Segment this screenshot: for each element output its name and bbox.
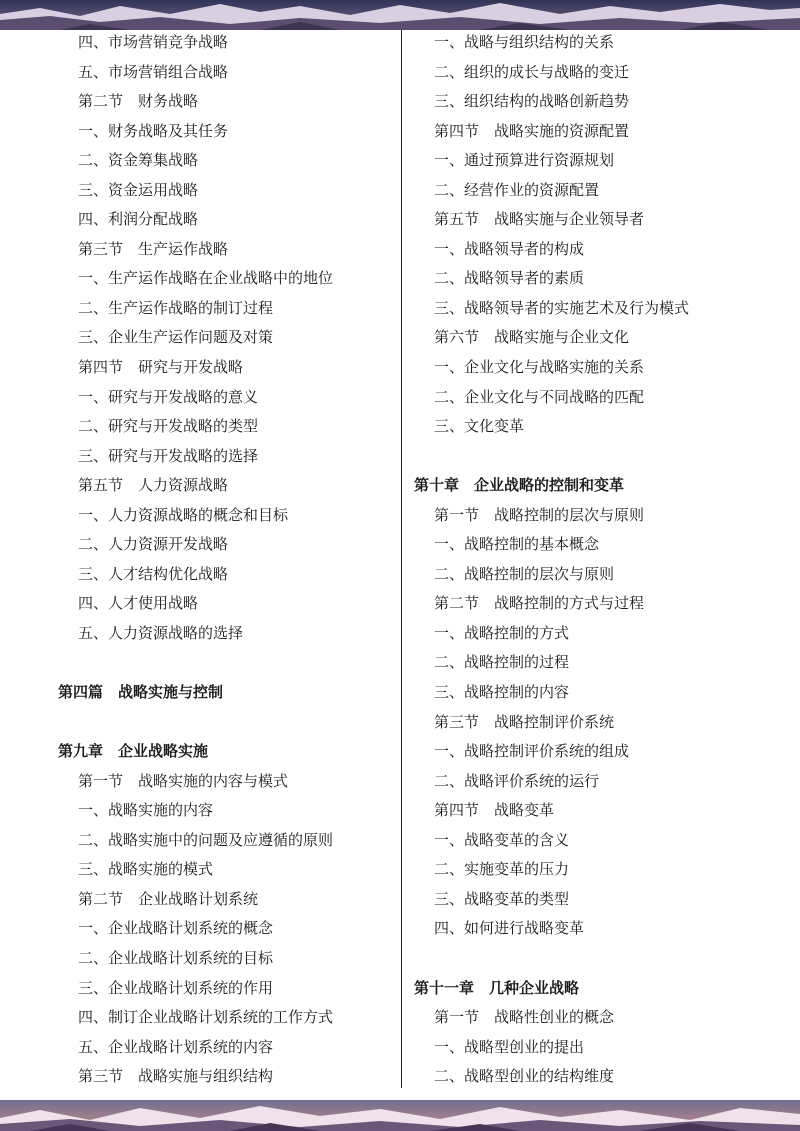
- toc-spacer: [58, 708, 393, 738]
- toc-item: 五、企业战略计划系统的内容: [78, 1037, 274, 1056]
- toc-section: 第四节 研究与开发战略: [78, 358, 244, 377]
- toc-item: 一、战略控制评价系统的组成: [434, 742, 630, 761]
- toc-item: 三、企业生产运作问题及对策: [78, 328, 274, 347]
- toc-item: 一、战略控制的基本概念: [434, 535, 600, 554]
- toc-item: 三、战略控制的内容: [434, 683, 570, 702]
- toc-section: 第一节 战略实施的内容与模式: [78, 771, 289, 790]
- toc-item: 一、人力资源战略的概念和目标: [78, 505, 289, 524]
- toc-item: 二、人力资源开发战略: [78, 535, 229, 554]
- column-divider: [401, 30, 402, 1088]
- toc-item: 一、企业文化与战略实施的关系: [434, 358, 645, 377]
- toc-item: 三、战略领导者的实施艺术及行为模式: [434, 298, 690, 317]
- toc-item: 三、资金运用战略: [78, 180, 199, 199]
- toc-chapter-heading: 第十章 企业战略的控制和变革: [414, 476, 625, 495]
- toc-spacer: [414, 442, 744, 472]
- toc-item: 一、通过预算进行资源规划: [434, 151, 615, 170]
- toc-item: 一、企业战略计划系统的概念: [78, 919, 274, 938]
- toc-left-column: [58, 28, 393, 1092]
- toc-section: 第二节 财务战略: [78, 92, 199, 111]
- toc-section: 第三节 生产运作战略: [78, 239, 229, 258]
- toc-item: 二、战略领导者的素质: [434, 269, 585, 288]
- toc-item: 四、如何进行战略变革: [434, 919, 585, 938]
- footer-mountain-banner: [0, 1100, 800, 1131]
- toc-right-column: [414, 28, 744, 1092]
- toc-section: 第三节 战略控制评价系统: [434, 712, 615, 731]
- toc-item: 一、战略领导者的构成: [434, 239, 585, 258]
- toc-item: 二、研究与开发战略的类型: [78, 417, 259, 436]
- toc-item: 二、战略控制的过程: [434, 653, 570, 672]
- toc-item: 五、人力资源战略的选择: [78, 623, 244, 642]
- toc-item: 二、战略实施中的问题及应遵循的原则: [78, 830, 334, 849]
- toc-section: 第二节 战略控制的方式与过程: [434, 594, 645, 613]
- toc-item: 一、研究与开发战略的意义: [78, 387, 259, 406]
- toc-item: 三、研究与开发战略的选择: [78, 446, 259, 465]
- toc-section: 第二节 企业战略计划系统: [78, 889, 259, 908]
- toc-item: 一、战略型创业的提出: [434, 1037, 585, 1056]
- toc-item: 三、战略实施的模式: [78, 860, 214, 879]
- toc-chapter-heading: 第九章 企业战略实施: [58, 742, 209, 761]
- toc-section: 第一节 战略控制的层次与原则: [434, 505, 645, 524]
- toc-item: 一、财务战略及其任务: [78, 121, 229, 140]
- toc-item: 三、人才结构优化战略: [78, 564, 229, 583]
- toc-item: 四、人才使用战略: [78, 594, 199, 613]
- toc-item: 一、战略变革的含义: [434, 830, 570, 849]
- mountain-illustration-top: [0, 0, 800, 30]
- header-mountain-banner: [0, 0, 800, 30]
- toc-item: 三、组织结构的战略创新趋势: [434, 92, 630, 111]
- toc-item: 二、企业战略计划系统的目标: [78, 948, 274, 967]
- toc-item: 二、生产运作战略的制订过程: [78, 298, 274, 317]
- toc-item: 一、战略实施的内容: [78, 801, 214, 820]
- toc-item: 二、经营作业的资源配置: [434, 180, 600, 199]
- toc-item: 四、制订企业战略计划系统的工作方式: [78, 1008, 334, 1027]
- toc-item: 一、战略与组织结构的关系: [434, 33, 615, 51]
- toc-section: 第五节 人力资源战略: [78, 476, 229, 495]
- toc-item: 二、战略评价系统的运行: [434, 771, 600, 790]
- toc-section: 第一节 战略性创业的概念: [434, 1008, 615, 1027]
- toc-item: 一、战略控制的方式: [434, 623, 570, 642]
- toc-section: 第三节 战略实施与组织结构: [78, 1067, 274, 1086]
- toc-item: 二、资金筹集战略: [78, 151, 199, 170]
- toc-item: 二、组织的成长与战略的变迁: [434, 62, 630, 81]
- toc-item: 三、战略变革的类型: [434, 889, 570, 908]
- toc-section: 第五节 战略实施与企业领导者: [434, 210, 645, 229]
- toc-section: 第六节 战略实施与企业文化: [434, 328, 630, 347]
- toc-chapter-heading: 第十一章 几种企业战略: [414, 978, 580, 997]
- toc-item: 二、战略型创业的结构维度: [434, 1067, 615, 1086]
- toc-item: 四、利润分配战略: [78, 210, 199, 229]
- toc-chapter-heading: 第四篇 战略实施与控制: [58, 683, 224, 702]
- toc-item: 三、企业战略计划系统的作用: [78, 978, 274, 997]
- toc-spacer: [414, 944, 744, 974]
- toc-section: 第四节 战略变革: [434, 801, 555, 820]
- toc-item: 二、实施变革的压力: [434, 860, 570, 879]
- toc-item: 一、生产运作战略在企业战略中的地位: [78, 269, 334, 288]
- toc-spacer: [58, 648, 393, 678]
- toc-item: 三、文化变革: [434, 417, 525, 436]
- mountain-illustration-bottom: [0, 1100, 800, 1131]
- toc-section: 第四节 战略实施的资源配置: [434, 121, 630, 140]
- toc-item: 二、企业文化与不同战略的匹配: [434, 387, 645, 406]
- toc-item: 四、市场营销竞争战略: [78, 33, 229, 51]
- toc-item: 五、市场营销组合战略: [78, 62, 229, 81]
- toc-item: 二、战略控制的层次与原则: [434, 564, 615, 583]
